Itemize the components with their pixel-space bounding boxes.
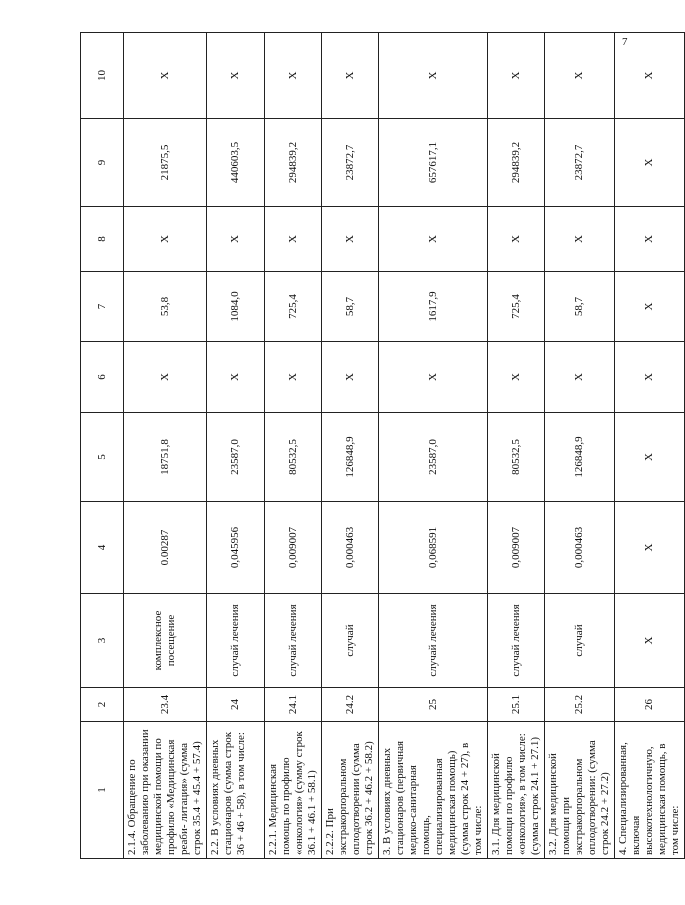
table-cell: X bbox=[265, 33, 322, 119]
table-row bbox=[545, 33, 615, 859]
row-description: 4. Специализированная, включая высокотехнологичную, медицинская помощь, в том числе: bbox=[615, 722, 685, 859]
table-cell: 0.00287 bbox=[124, 502, 207, 594]
table-row bbox=[322, 33, 379, 859]
table-cell: 0,009007 bbox=[488, 502, 545, 594]
table-cell: X bbox=[615, 33, 685, 119]
column-header: 8 bbox=[81, 207, 124, 272]
table-cell: 24.1 bbox=[265, 688, 322, 722]
table-row bbox=[265, 33, 322, 859]
column-header: 5 bbox=[81, 413, 124, 502]
row-description: 3.1. Для медицинской помощи по профилю «онкология», в том числе: (сумма строк 24.1 + 27.1) bbox=[488, 722, 545, 859]
table-cell: 18751,8 bbox=[124, 413, 207, 502]
row-description: 2.2. В условиях дневных стационаров (сумма строк 36 + 46 + 58), в том числе: bbox=[207, 722, 265, 859]
table-cell: X bbox=[265, 342, 322, 413]
table-cell: 294839,2 bbox=[265, 119, 322, 207]
column-header: 1 bbox=[81, 722, 124, 859]
table-cell: X bbox=[207, 33, 265, 119]
table-cell: 23872,7 bbox=[545, 119, 615, 207]
column-header: 3 bbox=[81, 594, 124, 688]
table-cell: X bbox=[124, 342, 207, 413]
table-cell: комплексное посещение bbox=[124, 594, 207, 688]
table-cell: случай лечения bbox=[207, 594, 265, 688]
column-header: 10 bbox=[81, 33, 124, 119]
table-cell: X bbox=[488, 207, 545, 272]
data-table bbox=[80, 32, 685, 859]
table-cell: X bbox=[124, 207, 207, 272]
table-cell: X bbox=[545, 207, 615, 272]
table-cell: 1617,9 bbox=[379, 272, 488, 342]
table-cell: X bbox=[207, 342, 265, 413]
column-header: 6 bbox=[81, 342, 124, 413]
table-cell: 0,045956 bbox=[207, 502, 265, 594]
column-header: 7 bbox=[81, 272, 124, 342]
table-cell: X bbox=[615, 272, 685, 342]
table-cell: 126848,9 bbox=[322, 413, 379, 502]
table-cell: 24 bbox=[207, 688, 265, 722]
table-cell: 21875,5 bbox=[124, 119, 207, 207]
table-cell: 0,000463 bbox=[545, 502, 615, 594]
header-row bbox=[81, 33, 124, 859]
table-cell: X bbox=[488, 342, 545, 413]
table-cell: X bbox=[615, 502, 685, 594]
table-cell: 440603,5 bbox=[207, 119, 265, 207]
data-table-rotated bbox=[80, 33, 681, 859]
table-cell: X bbox=[615, 594, 685, 688]
table-cell: X bbox=[322, 33, 379, 119]
row-description: 3. В условиях дневных стационаров (первичная медико-санитарная помощь, специализированная медицинская помощь) (сумма строк 24 + 27), в том числе: bbox=[379, 722, 488, 859]
column-header: 9 bbox=[81, 119, 124, 207]
row-description: 2.2.2. При экстракорпоральном оплодотворении (сумма строк 36.2 + 46.2 + 58.2) bbox=[322, 722, 379, 859]
table-cell: 1084,0 bbox=[207, 272, 265, 342]
table-cell: 58,7 bbox=[545, 272, 615, 342]
table-cell: 725,4 bbox=[265, 272, 322, 342]
table-cell: X bbox=[615, 342, 685, 413]
table-cell: 25 bbox=[379, 688, 488, 722]
table-cell: 53,8 bbox=[124, 272, 207, 342]
table-cell: 23587,0 bbox=[379, 413, 488, 502]
table-cell: 26 bbox=[615, 688, 685, 722]
table-cell: X bbox=[379, 207, 488, 272]
column-header: 4 bbox=[81, 502, 124, 594]
table-cell: X bbox=[265, 207, 322, 272]
table-cell: случай bbox=[322, 594, 379, 688]
table-cell: 58,7 bbox=[322, 272, 379, 342]
table-cell: X bbox=[379, 33, 488, 119]
table-cell: X bbox=[379, 342, 488, 413]
table-cell: X bbox=[545, 33, 615, 119]
table-cell: X bbox=[488, 33, 545, 119]
table-cell: 23587,0 bbox=[207, 413, 265, 502]
table-cell: X bbox=[322, 207, 379, 272]
table-cell: 657617,1 bbox=[379, 119, 488, 207]
table-cell: 294839,2 bbox=[488, 119, 545, 207]
table-cell: X bbox=[124, 33, 207, 119]
column-header: 2 bbox=[81, 688, 124, 722]
row-description: 3.2. Для медицинской помощи при экстракорпоральном оплодотворении: (сумма строк 24.2 + 27.2) bbox=[545, 722, 615, 859]
table-cell: X bbox=[207, 207, 265, 272]
table-row bbox=[379, 33, 488, 859]
table-cell: 126848,9 bbox=[545, 413, 615, 502]
table-cell: 80532,5 bbox=[488, 413, 545, 502]
table-row bbox=[615, 33, 685, 859]
table-cell: 24.2 bbox=[322, 688, 379, 722]
table-cell: 80532,5 bbox=[265, 413, 322, 502]
table-cell: X bbox=[615, 119, 685, 207]
table-cell: 25.1 bbox=[488, 688, 545, 722]
table-cell: случай bbox=[545, 594, 615, 688]
table-cell: 23872,7 bbox=[322, 119, 379, 207]
page-number: 7 bbox=[622, 36, 628, 48]
table-cell: X bbox=[322, 342, 379, 413]
table-row bbox=[124, 33, 207, 859]
table-cell: случай лечения bbox=[379, 594, 488, 688]
table-cell: 23.4 bbox=[124, 688, 207, 722]
table-cell: 0,000463 bbox=[322, 502, 379, 594]
row-description: 2.1.4. Обращение по заболеванию при оказании медицинской помощи по профилю «Медицинская реаби- литация» (сумма строк 35.4 + 45.4 + 57.4) bbox=[124, 722, 207, 859]
table-cell: X bbox=[615, 207, 685, 272]
table-cell: случай лечения bbox=[265, 594, 322, 688]
table-cell: 0,068591 bbox=[379, 502, 488, 594]
row-description: 2.2.1. Медицинская помощь по профилю «онкология» (сумму строк 36.1 + 46.1 + 58.1) bbox=[265, 722, 322, 859]
table-cell: 725,4 bbox=[488, 272, 545, 342]
table-row bbox=[488, 33, 545, 859]
table-cell: X bbox=[615, 413, 685, 502]
table-cell: 25.2 bbox=[545, 688, 615, 722]
table-cell: 0,009007 bbox=[265, 502, 322, 594]
table-cell: X bbox=[545, 342, 615, 413]
table-cell: случай лечения bbox=[488, 594, 545, 688]
table-row bbox=[207, 33, 265, 859]
